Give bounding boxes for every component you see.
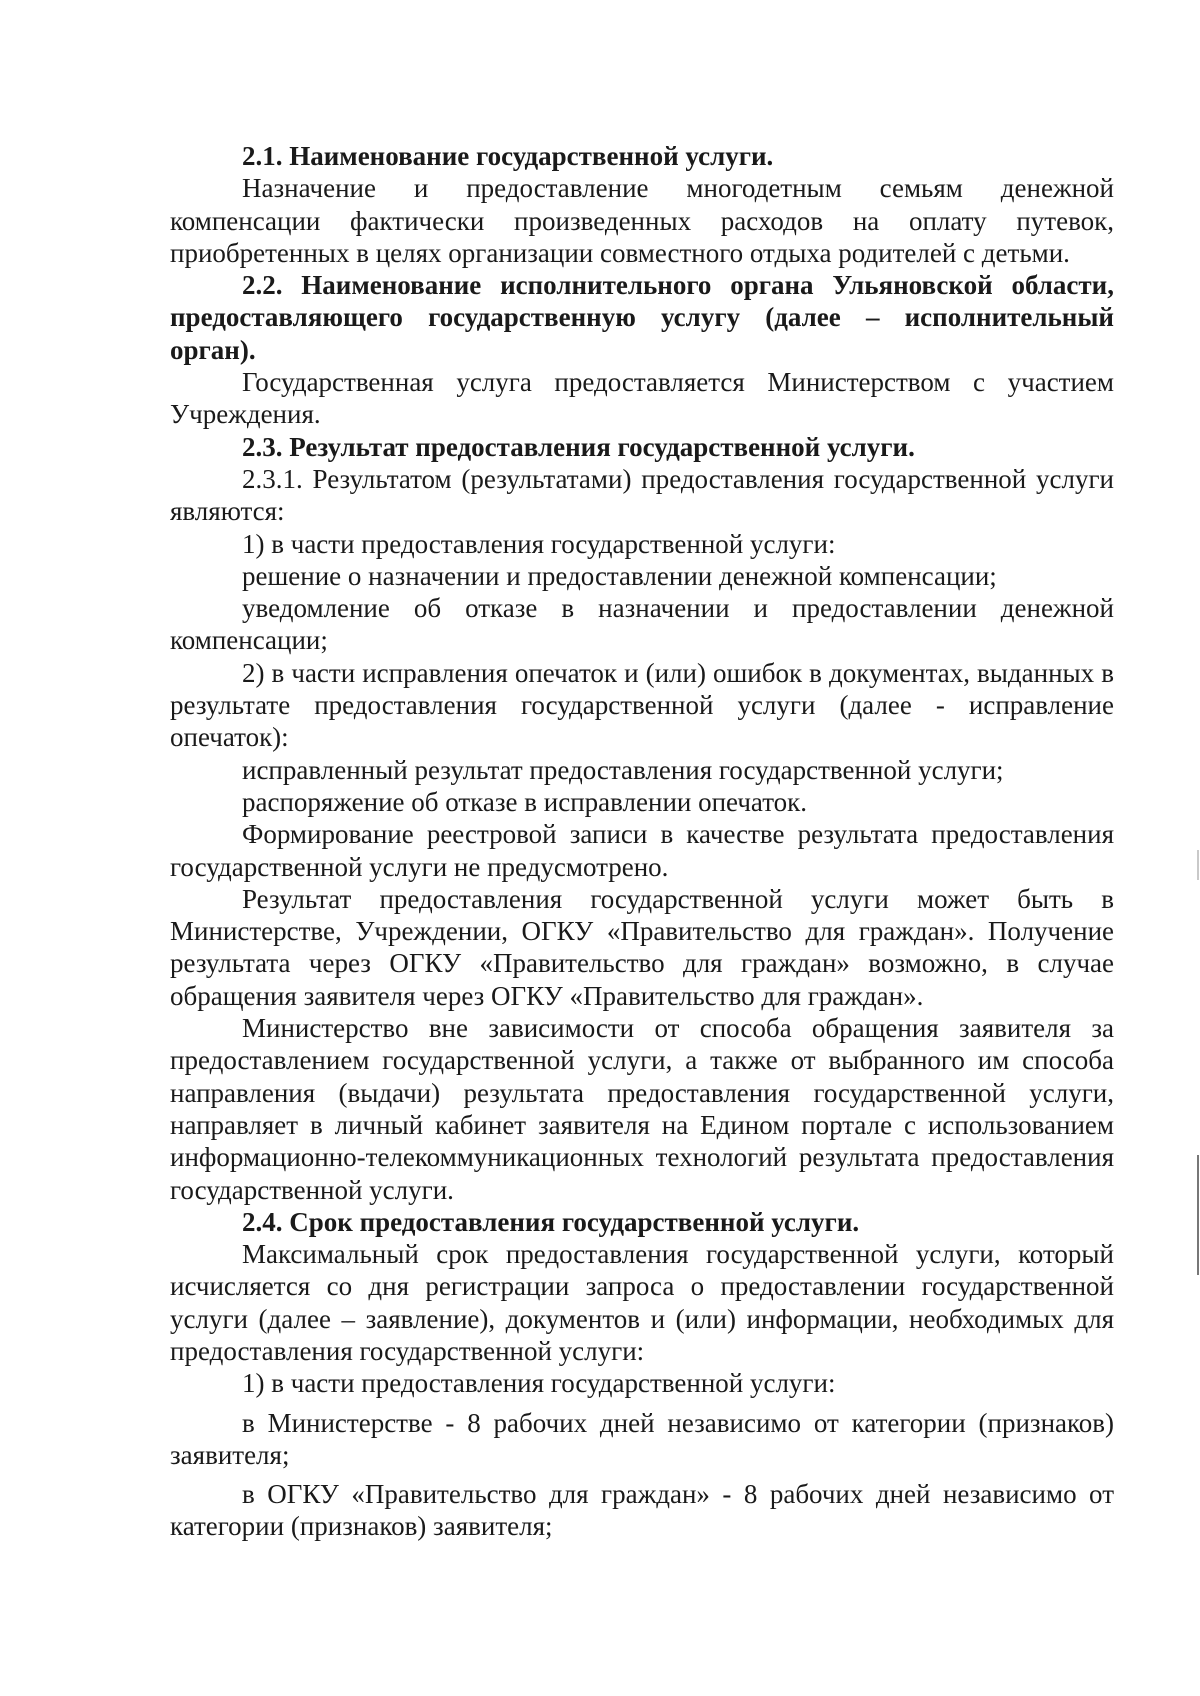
scan-edge-mark [1197,850,1199,880]
max-term-paragraph: Максимальный срок предоставления государственной услуги, который исчисляется со дня регистрации запроса о предоставлении государственной услуги (далее – заявление), документов и (или) информации, необходимых для предоставления государственной услуги: [170,1239,1114,1366]
registry-record-paragraph: Формирование реестровой записи в качестве результата предоставления государственной услуги не предусмотрено. [170,819,1114,882]
document-page [170,140,1114,1543]
corrected-result-item: исправленный результат предоставления государственной услуги; [242,754,1004,785]
correction-refusal-item: распоряжение об отказе в исправлении опечаток. [242,786,808,817]
executive-body-paragraph: Государственная услуга предоставляется Министерством с участием Учреждения. [170,367,1114,430]
section-heading-2-1: 2.1. Наименование государственной услуги. [242,141,774,171]
scan-edge-mark [1197,1155,1199,1275]
ogku-term-item: в ОГКУ «Правительство для граждан» - 8 рабочих дней независимо от категории (признаков) заявителя; [170,1479,1114,1542]
term-item-1: 1) в части предоставления государственной услуги: [242,1368,836,1399]
result-item-2: 2) в части исправления опечаток и (или) ошибок в документах, выданных в результате предоставления государственной услуги (далее - исправление опечаток): [170,657,1114,753]
ministry-delivery-paragraph: Министерство вне зависимости от способа обращения заявителя за предоставлением государственной услуги, а также от выбранного им способа направления (выдачи) результата предоставления государственной услуги, направляет в личный кабинет заявителя на Едином портале с использованием информационно-телекоммуникационных технологий результата предоставления государственной услуги. [170,1013,1114,1205]
result-decision-item: решение о назначении и предоставлении денежной компенсации; [242,560,997,591]
result-item-1: 1) в части предоставления государственной услуги: [242,528,836,559]
result-location-paragraph: Результат предоставления государственной услуги может быть в Министерстве, Учреждении, ОГКУ «Правительство для граждан». Получение результата через ОГКУ «Правительство для граждан» возможно, в случае обращения заявителя через ОГКУ «Правительство для граждан». [170,883,1114,1011]
result-intro-paragraph: 2.3.1. Результатом (результатами) предоставления государственной услуги являются: [170,463,1114,527]
result-refusal-item: уведомление об отказе в назначении и предоставлении денежной компенсации; [170,593,1114,656]
section-heading-2-2: 2.2. Наименование исполнительного органа Ульяновской области, предоставляющего государственную услугу (далее – исполнительный орган). [170,270,1114,365]
service-name-paragraph: Назначение и предоставление многодетным семьям денежной компенсации фактически произведенных расходов на оплату путевок, приобретенных в целях организации совместного отдыха родителей с детьми. [170,173,1114,268]
ministry-term-item: в Министерстве - 8 рабочих дней независимо от категории (признаков) заявителя; [170,1407,1114,1470]
section-heading-2-4: 2.4. Срок предоставления государственной услуги. [242,1206,860,1237]
section-heading-2-3: 2.3. Результат предоставления государственной услуги. [242,431,915,462]
